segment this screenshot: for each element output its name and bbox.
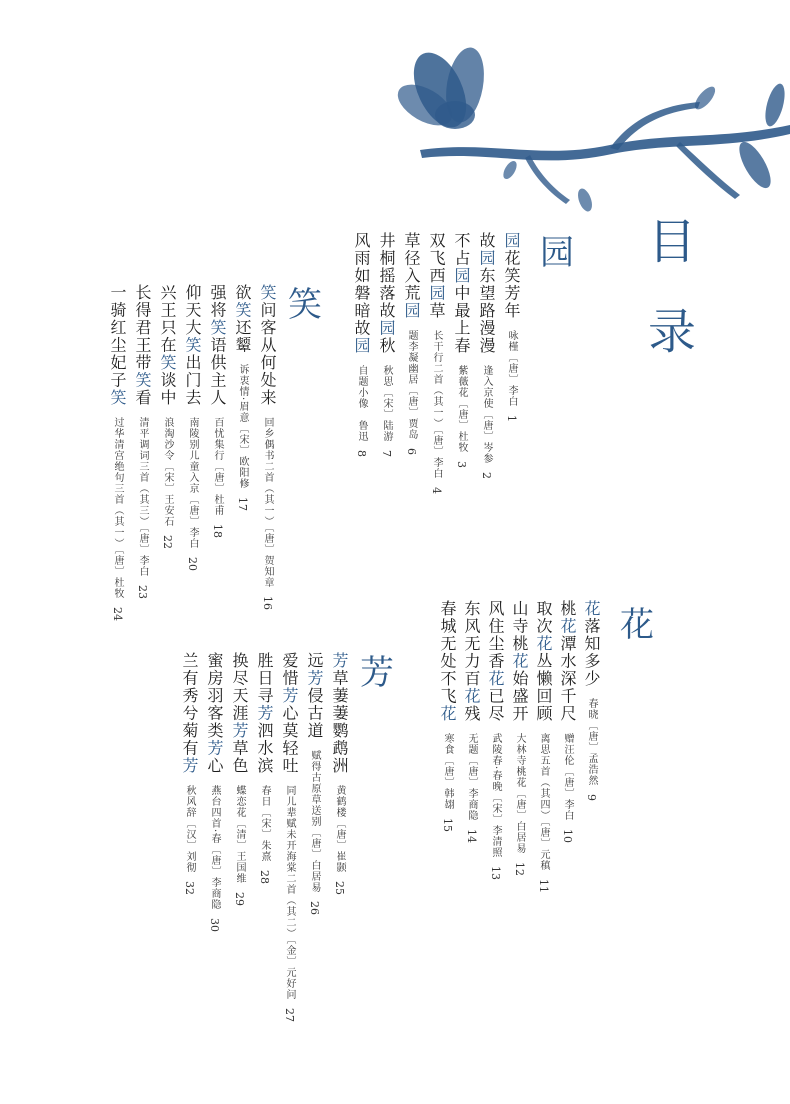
poem-source: 长干行二首（其一）〔唐〕李白 xyxy=(431,329,442,479)
page-number: 4 xyxy=(430,486,443,494)
page-number: 32 xyxy=(183,880,196,895)
keyword-highlight: 园 xyxy=(452,267,471,285)
verse-line: 强将笑语供主人 xyxy=(208,284,227,407)
poem-source: 大林寺桃花〔唐〕白居易 xyxy=(514,732,525,854)
keyword-highlight: 园 xyxy=(502,232,521,250)
page-number: 18 xyxy=(211,523,224,538)
page-number: 27 xyxy=(283,1007,296,1022)
poem-source: 春晓〔唐〕孟浩然 xyxy=(586,697,597,786)
keyword-highlight: 花 xyxy=(438,705,457,723)
page-number: 24 xyxy=(111,606,124,621)
poem-source: 百忧集行〔唐〕杜甫 xyxy=(212,416,223,516)
page-number: 10 xyxy=(561,828,574,843)
keyword-highlight: 花 xyxy=(582,600,601,618)
verse-line: 故园东望路漫漫 xyxy=(477,232,496,355)
verse-line: 仰天大笑出门去 xyxy=(183,284,202,407)
toc-entry[interactable] xyxy=(500,232,523,422)
verse-line: 草径入荒园 xyxy=(402,232,421,320)
keyword-highlight: 芳 xyxy=(205,739,224,757)
toc-entry[interactable] xyxy=(203,652,226,932)
toc-entry[interactable] xyxy=(106,284,129,621)
poem-source: 同儿辈赋未开海棠二首（其二）〔金〕元好问 xyxy=(284,784,295,1000)
poem-source: 清平调词三首（其三）〔唐〕李白 xyxy=(137,416,148,577)
page-number: 22 xyxy=(161,534,174,549)
toc-entry[interactable] xyxy=(181,284,204,571)
page-number: 15 xyxy=(441,817,454,832)
page-title-char-1: 目 xyxy=(648,214,697,270)
page-number: 26 xyxy=(308,900,321,915)
keyword-highlight: 芳 xyxy=(280,687,299,705)
page-number: 16 xyxy=(261,595,274,610)
keyword-highlight: 芳 xyxy=(330,652,349,670)
toc-entry[interactable] xyxy=(400,232,423,455)
verse-line: 蜜房羽客类芳心 xyxy=(205,652,224,775)
page-number: 20 xyxy=(186,556,199,571)
toc-entry[interactable] xyxy=(556,600,579,843)
page-number: 13 xyxy=(489,865,502,880)
poem-source: 赠汪伦〔唐〕李白 xyxy=(562,732,573,821)
page-number: 12 xyxy=(513,861,526,876)
poem-source: 浪淘沙令〔宋〕王安石 xyxy=(162,416,173,527)
toc-entry[interactable] xyxy=(508,600,531,876)
poem-source: 春日〔宋〕朱熹 xyxy=(259,784,270,862)
poem-source: 赋得古原草送别〔唐〕白居易 xyxy=(309,749,320,893)
verse-line: 欲笑还颦 xyxy=(233,284,252,354)
verse-line: 远芳侵古道 xyxy=(305,652,324,740)
keyword-highlight: 芳 xyxy=(180,757,199,775)
verse-line: 芳草萋萋鹦鹉洲 xyxy=(330,652,349,775)
page-number: 8 xyxy=(355,449,368,457)
poem-source: 自题小像 鲁迅 xyxy=(356,364,367,442)
poem-source: 咏槿〔唐〕李白 xyxy=(506,329,517,407)
toc-entry[interactable] xyxy=(350,232,373,457)
page-number: 28 xyxy=(258,869,271,884)
verse-line: 兰有秀兮菊有芳 xyxy=(180,652,199,775)
verse-line: 桃花潭水深千尺 xyxy=(558,600,577,723)
page-number: 30 xyxy=(208,917,221,932)
toc-entry[interactable] xyxy=(375,232,398,457)
keyword-highlight: 花 xyxy=(558,617,577,635)
poem-source: 逢入京使〔唐〕岑参 xyxy=(481,364,492,464)
page-number: 17 xyxy=(236,497,249,512)
page-number: 14 xyxy=(465,828,478,843)
keyword-highlight: 园 xyxy=(402,302,421,320)
toc-entry[interactable] xyxy=(228,652,251,906)
toc-entry[interactable] xyxy=(253,652,276,884)
poem-source: 回乡偶书二首（其一）〔唐〕贺知章 xyxy=(262,416,273,588)
keyword-highlight: 芳 xyxy=(305,669,324,687)
keyword-highlight: 花 xyxy=(462,687,481,705)
toc-entry[interactable] xyxy=(131,284,154,599)
poem-source: 离思五首（其四）〔唐〕元稹 xyxy=(538,732,549,871)
toc-entry[interactable] xyxy=(475,232,498,479)
toc-entry[interactable] xyxy=(580,600,603,801)
verse-line: 胜日寻芳泗水滨 xyxy=(255,652,274,775)
keyword-highlight: 芳 xyxy=(230,722,249,740)
toc-entry[interactable] xyxy=(278,652,301,1022)
keyword-highlight: 笑 xyxy=(108,389,127,407)
verse-line: 换尽天涯芳草色 xyxy=(230,652,249,775)
poem-source: 秋思〔宋〕陆游 xyxy=(381,364,392,442)
verse-line: 井桐摇落故园秋 xyxy=(377,232,396,355)
verse-line: 东风无力百花残 xyxy=(462,600,481,723)
verse-line: 笑问客从何处来 xyxy=(258,284,277,407)
poem-source: 燕台四首·春〔唐〕李商隐 xyxy=(209,784,220,910)
poem-source: 南陵别儿童入京〔唐〕李白 xyxy=(187,416,198,549)
poem-source: 蝶恋花〔清〕王国维 xyxy=(234,784,245,884)
keyword-highlight: 笑 xyxy=(208,319,227,337)
verse-line: 园花笑芳年 xyxy=(502,232,521,320)
verse-line: 山寺桃花始盛开 xyxy=(510,600,529,723)
verse-line: 双飞西园草 xyxy=(427,232,446,320)
verse-line: 爱惜芳心莫轻吐 xyxy=(280,652,299,775)
verse-line: 长得君王带笑看 xyxy=(133,284,152,407)
page-number: 25 xyxy=(333,880,346,895)
page-title-char-2: 录 xyxy=(648,304,697,360)
poem-source: 题李凝幽居〔唐〕贾岛 xyxy=(406,329,417,440)
toc-entry[interactable] xyxy=(231,284,254,511)
toc-entry[interactable] xyxy=(256,284,279,610)
poem-source: 诉衷情·眉意〔宋〕欧阳修 xyxy=(237,364,248,490)
section-heading-xiao: 笑 xyxy=(288,285,322,325)
keyword-highlight: 笑 xyxy=(158,354,177,372)
poem-source: 武陵春·春晚〔宋〕李清照 xyxy=(490,732,501,858)
keyword-highlight: 芳 xyxy=(255,704,274,722)
keyword-highlight: 园 xyxy=(352,337,371,355)
keyword-highlight: 园 xyxy=(477,249,496,267)
magnolia-branch-illustration xyxy=(380,30,790,230)
poem-source: 寒食〔唐〕韩翃 xyxy=(442,732,453,810)
section-heading-fang: 芳 xyxy=(360,653,394,693)
keyword-highlight: 园 xyxy=(377,319,396,337)
page-number: 23 xyxy=(136,584,149,599)
toc-entry[interactable] xyxy=(532,600,555,893)
page-number: 1 xyxy=(505,414,518,422)
toc-entry[interactable] xyxy=(303,652,326,915)
page-number: 2 xyxy=(480,471,493,479)
verse-line: 春城无处不飞花 xyxy=(438,600,457,723)
toc-entry[interactable] xyxy=(178,652,201,895)
verse-line: 花落知多少 xyxy=(582,600,601,688)
keyword-highlight: 笑 xyxy=(233,301,252,319)
page-number: 3 xyxy=(455,460,468,468)
page-number: 9 xyxy=(585,793,598,801)
page-number: 7 xyxy=(380,449,393,457)
keyword-highlight: 园 xyxy=(427,284,446,302)
poem-source: 过华清宫绝句三首（其一）〔唐〕杜牧 xyxy=(112,416,123,599)
section-heading-yuan: 园 xyxy=(540,233,574,273)
verse-line: 一骑红尘妃子笑 xyxy=(108,284,127,407)
page-number: 29 xyxy=(233,891,246,906)
verse-line: 兴王只在笑谈中 xyxy=(158,284,177,407)
poem-source: 无题〔唐〕李商隐 xyxy=(466,732,477,821)
keyword-highlight: 花 xyxy=(534,635,553,653)
verse-line: 取次花丛懒回顾 xyxy=(534,600,553,723)
poem-source: 紫薇花〔唐〕杜牧 xyxy=(456,364,467,453)
toc-entry[interactable] xyxy=(156,284,179,549)
keyword-highlight: 花 xyxy=(486,670,505,688)
keyword-highlight: 笑 xyxy=(183,336,202,354)
toc-entry[interactable] xyxy=(206,284,229,538)
toc-entry[interactable] xyxy=(484,600,507,880)
page-number: 6 xyxy=(405,447,418,455)
keyword-highlight: 花 xyxy=(510,652,529,670)
toc-entry[interactable] xyxy=(425,232,448,494)
verse-line: 风住尘香花已尽 xyxy=(486,600,505,723)
poem-source: 黄鹤楼〔唐〕崔颢 xyxy=(334,784,345,873)
verse-line: 风雨如磐暗故园 xyxy=(352,232,371,355)
toc-entry[interactable] xyxy=(450,232,473,468)
poem-source: 秋风辞〔汉〕刘彻 xyxy=(184,784,195,873)
toc-entry[interactable] xyxy=(328,652,351,895)
keyword-highlight: 笑 xyxy=(258,284,277,302)
keyword-highlight: 笑 xyxy=(133,371,152,389)
page-number: 11 xyxy=(537,878,550,893)
toc-entry[interactable] xyxy=(460,600,483,843)
section-heading-hua: 花 xyxy=(620,605,654,645)
toc-entry[interactable] xyxy=(436,600,459,832)
verse-line: 不占园中最上春 xyxy=(452,232,471,355)
